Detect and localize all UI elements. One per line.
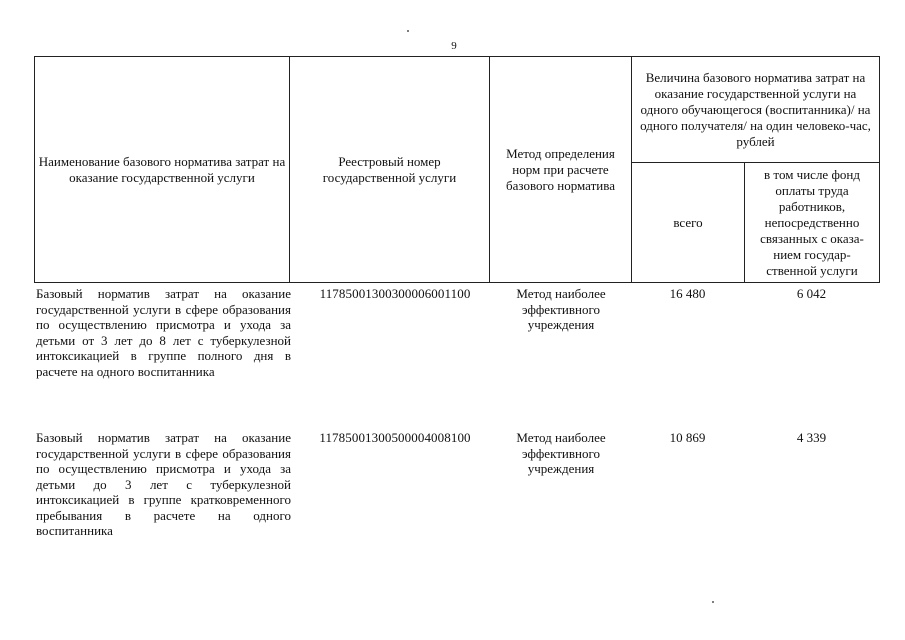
norm-name: Базовый норматив затрат на оказание государственной услуги в сфере образования по осуществлению присмотра и ухода за детьми от 3 лет до 8 лет с туберкулезной интоксикацией в группе полного дня в расчете на одного воспитанника — [36, 286, 291, 379]
calculation-method: Метод наиболее эффективного учреждения — [516, 430, 606, 476]
header-norm-value: Величина базового норматива затрат на оказание государственной услуги на одного обучающегося (воспитанника)/ на одного получателя/ на один человеко-час, рублей — [632, 57, 880, 163]
norm-total: 16 480 — [669, 286, 706, 301]
header-wage-fund: в том числе фонд оплаты труда работников, непосредственно связанных с оказа-нием государ-ственной услуги — [745, 163, 880, 283]
scan-speck — [407, 30, 409, 32]
norm-name: Базовый норматив затрат на оказание государственной услуги в сфере образования по осуществлению присмотра и ухода за детьми до 3 лет с туберкулезной интоксикацией в группе кратковременного пребывания в расчете на одного воспитанника — [36, 430, 291, 538]
norm-table-header — [34, 56, 880, 283]
header-name-of-norm: Наименование базового норматива затрат на оказание государственной услуги — [35, 57, 290, 283]
registry-number: 11785001300500004008100 — [319, 430, 471, 445]
header-total: всего — [632, 163, 745, 283]
scan-speck — [712, 601, 714, 603]
wage-fund: 6 042 — [796, 286, 827, 301]
header-registry-number: Реестровый номер государственной услуги — [290, 57, 490, 283]
calculation-method: Метод наиболее эффективного учреждения — [516, 286, 606, 332]
norm-total: 10 869 — [669, 430, 706, 445]
registry-number: 11785001300300006001100 — [319, 286, 471, 301]
page-number: 9 — [451, 40, 457, 52]
wage-fund: 4 339 — [796, 430, 827, 445]
header-method: Метод определения норм при расчете базового норматива — [490, 57, 632, 283]
